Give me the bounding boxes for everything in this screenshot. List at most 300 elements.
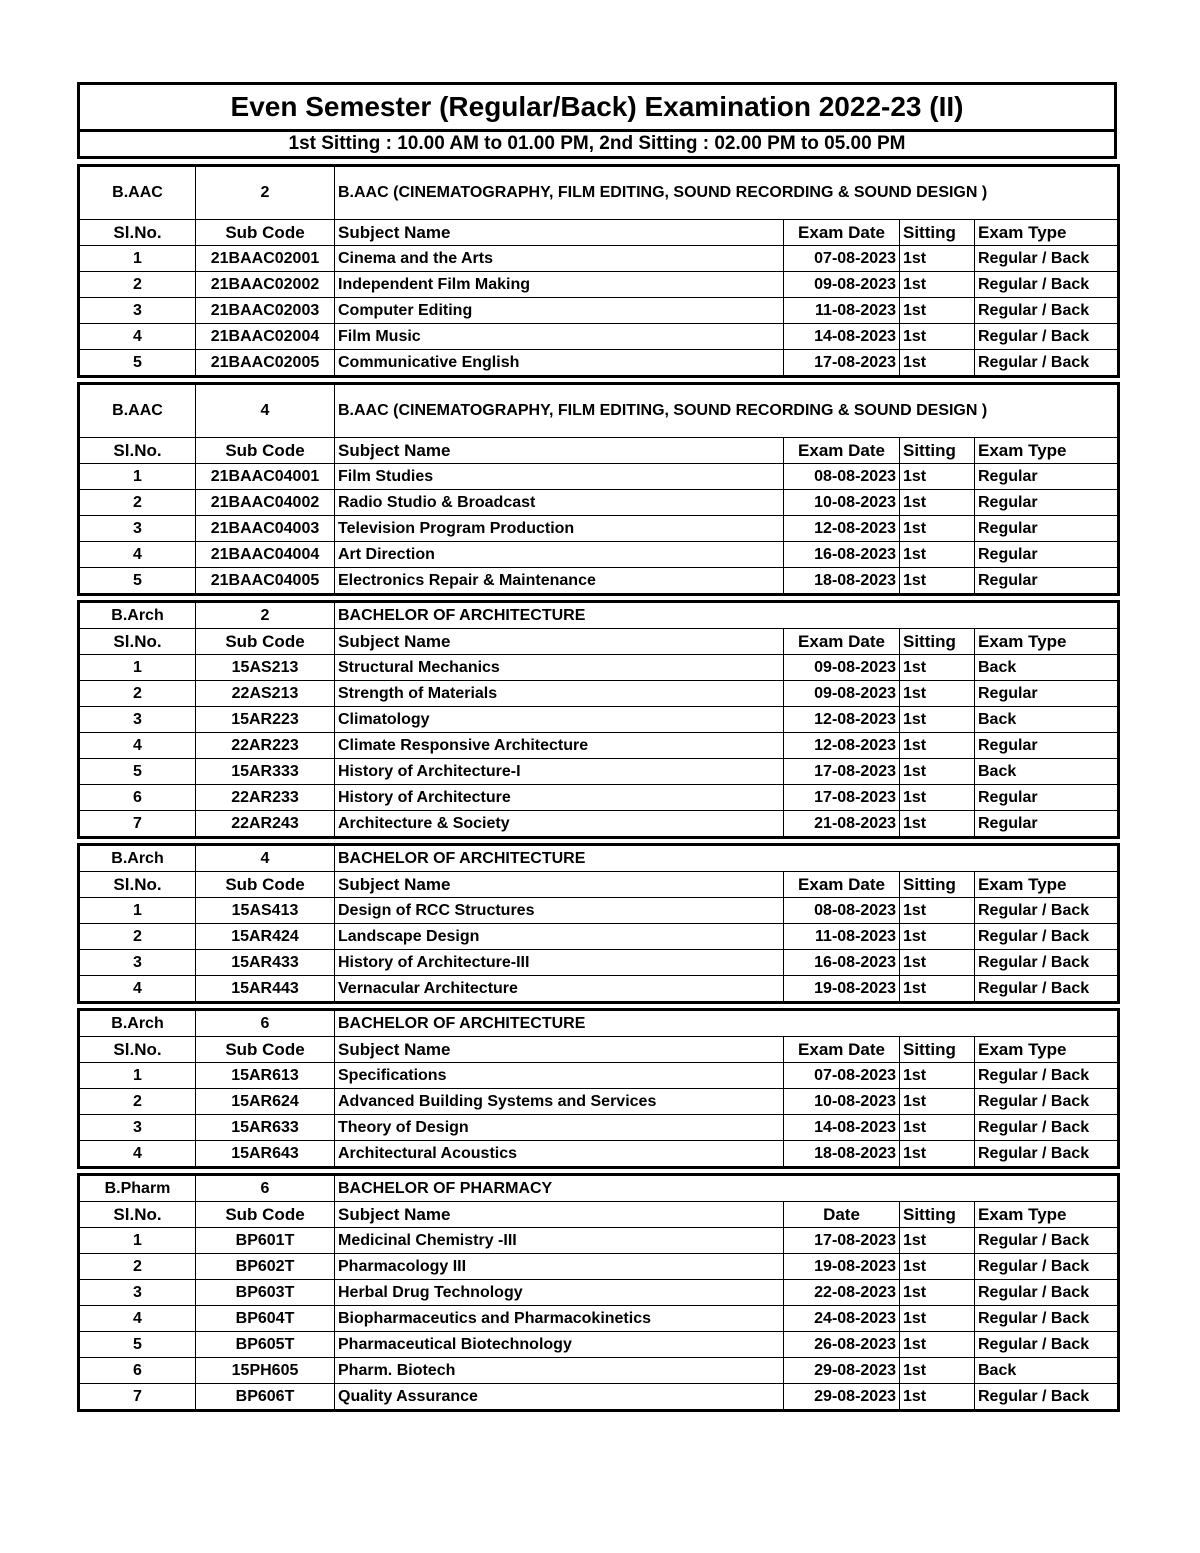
table-row (79, 1332, 1119, 1358)
table-row (79, 1254, 1119, 1280)
subject-code: 21BAAC04003 (196, 516, 335, 542)
exam-type: Regular / Back (975, 950, 1119, 976)
subject-code: 15AR443 (196, 976, 335, 1003)
serial-number: 2 (79, 924, 196, 950)
serial-number: 4 (79, 733, 196, 759)
exam-type: Regular / Back (975, 272, 1119, 298)
exam-date: 11-08-2023 (784, 298, 900, 324)
sitting: 1st (900, 324, 975, 350)
sitting: 1st (900, 272, 975, 298)
exam-type: Regular / Back (975, 350, 1119, 377)
exam-date: 22-08-2023 (784, 1280, 900, 1306)
column-header: Sub Code (196, 1037, 335, 1063)
table-row (79, 898, 1119, 924)
sitting: 1st (900, 898, 975, 924)
exam-type: Regular (975, 464, 1119, 490)
section-table (77, 382, 1120, 596)
table-row (79, 1115, 1119, 1141)
exam-date: 19-08-2023 (784, 1254, 900, 1280)
program-name: B.AAC (79, 166, 196, 220)
exam-date: 17-08-2023 (784, 785, 900, 811)
program-row (79, 166, 1119, 220)
subject-code: 15AR424 (196, 924, 335, 950)
table-row (79, 516, 1119, 542)
serial-number: 3 (79, 1280, 196, 1306)
table-row (79, 924, 1119, 950)
sitting: 1st (900, 1228, 975, 1254)
exam-date: 14-08-2023 (784, 1115, 900, 1141)
exam-type: Regular / Back (975, 1063, 1119, 1089)
subject-code: 15AR633 (196, 1115, 335, 1141)
subject-code: 22AR233 (196, 785, 335, 811)
table-row (79, 542, 1119, 568)
column-header: Exam Date (784, 220, 900, 246)
table-row (79, 350, 1119, 377)
section-table (77, 1173, 1120, 1412)
column-header-row (79, 1202, 1119, 1228)
program-name: B.AAC (79, 384, 196, 438)
exam-date: 21-08-2023 (784, 811, 900, 838)
exam-type: Regular / Back (975, 246, 1119, 272)
table-row (79, 1063, 1119, 1089)
column-header: Exam Date (784, 438, 900, 464)
subject-code: 22AS213 (196, 681, 335, 707)
column-header: Subject Name (335, 1202, 784, 1228)
table-row (79, 950, 1119, 976)
semester-number: 2 (196, 166, 335, 220)
table-row (79, 759, 1119, 785)
subject-code: BP606T (196, 1384, 335, 1411)
exam-type: Regular (975, 785, 1119, 811)
exam-date: 08-08-2023 (784, 898, 900, 924)
subject-name: Landscape Design (335, 924, 784, 950)
exam-date: 17-08-2023 (784, 759, 900, 785)
serial-number: 3 (79, 1115, 196, 1141)
sitting: 1st (900, 759, 975, 785)
exam-date: 26-08-2023 (784, 1332, 900, 1358)
subject-name: Climate Responsive Architecture (335, 733, 784, 759)
column-header: Sl.No. (79, 629, 196, 655)
serial-number: 3 (79, 516, 196, 542)
subject-code: 21BAAC02004 (196, 324, 335, 350)
table-row (79, 681, 1119, 707)
subject-name: Vernacular Architecture (335, 976, 784, 1003)
column-header-row (79, 1037, 1119, 1063)
subject-name: Strength of Materials (335, 681, 784, 707)
serial-number: 4 (79, 1141, 196, 1168)
exam-date: 12-08-2023 (784, 733, 900, 759)
sitting: 1st (900, 1384, 975, 1411)
exam-type: Regular (975, 681, 1119, 707)
table-row (79, 1306, 1119, 1332)
exam-date: 12-08-2023 (784, 516, 900, 542)
exam-type: Regular / Back (975, 1306, 1119, 1332)
subject-code: 21BAAC04005 (196, 568, 335, 595)
serial-number: 3 (79, 707, 196, 733)
column-header: Exam Type (975, 438, 1119, 464)
column-header: Sitting (900, 1202, 975, 1228)
table-row (79, 707, 1119, 733)
table-row (79, 1141, 1119, 1168)
subject-code: 22AR243 (196, 811, 335, 838)
sitting: 1st (900, 1254, 975, 1280)
sitting: 1st (900, 568, 975, 595)
sitting: 1st (900, 490, 975, 516)
exam-date: 11-08-2023 (784, 924, 900, 950)
table-row (79, 1384, 1119, 1411)
sitting: 1st (900, 464, 975, 490)
exam-date: 17-08-2023 (784, 1228, 900, 1254)
course-title: BACHELOR OF PHARMACY (335, 1175, 1119, 1202)
subject-name: Design of RCC Structures (335, 898, 784, 924)
exam-type: Regular / Back (975, 1115, 1119, 1141)
exam-type: Regular / Back (975, 1141, 1119, 1168)
program-row (79, 845, 1119, 872)
table-row (79, 1228, 1119, 1254)
sitting: 1st (900, 924, 975, 950)
course-title: BACHELOR OF ARCHITECTURE (335, 1010, 1119, 1037)
column-header-row (79, 220, 1119, 246)
exam-type: Regular / Back (975, 298, 1119, 324)
exam-date: 08-08-2023 (784, 464, 900, 490)
subject-code: BP605T (196, 1332, 335, 1358)
serial-number: 6 (79, 1358, 196, 1384)
sitting: 1st (900, 1280, 975, 1306)
subject-code: BP602T (196, 1254, 335, 1280)
subject-name: Herbal Drug Technology (335, 1280, 784, 1306)
exam-type: Regular / Back (975, 1254, 1119, 1280)
subject-name: Advanced Building Systems and Services (335, 1089, 784, 1115)
subject-name: Medicinal Chemistry -III (335, 1228, 784, 1254)
table-row (79, 811, 1119, 838)
serial-number: 4 (79, 324, 196, 350)
exam-type: Regular / Back (975, 324, 1119, 350)
table-row (79, 246, 1119, 272)
semester-number: 6 (196, 1010, 335, 1037)
subject-code: 15PH605 (196, 1358, 335, 1384)
serial-number: 4 (79, 1306, 196, 1332)
subject-code: 15AR624 (196, 1089, 335, 1115)
exam-date: 10-08-2023 (784, 1089, 900, 1115)
exam-type: Regular / Back (975, 976, 1119, 1003)
sitting: 1st (900, 542, 975, 568)
program-row (79, 1010, 1119, 1037)
column-header: Sub Code (196, 438, 335, 464)
subject-name: Structural Mechanics (335, 655, 784, 681)
column-header: Subject Name (335, 872, 784, 898)
exam-type: Regular (975, 568, 1119, 595)
sitting: 1st (900, 516, 975, 542)
exam-date: 09-08-2023 (784, 272, 900, 298)
exam-date: 17-08-2023 (784, 350, 900, 377)
column-header: Sub Code (196, 220, 335, 246)
course-title: BACHELOR OF ARCHITECTURE (335, 602, 1119, 629)
exam-date: 07-08-2023 (784, 1063, 900, 1089)
column-header-row (79, 438, 1119, 464)
subject-code: BP604T (196, 1306, 335, 1332)
subject-name: Pharm. Biotech (335, 1358, 784, 1384)
semester-number: 6 (196, 1175, 335, 1202)
serial-number: 6 (79, 785, 196, 811)
exam-date: 29-08-2023 (784, 1358, 900, 1384)
serial-number: 1 (79, 1228, 196, 1254)
subject-name: Electronics Repair & Maintenance (335, 568, 784, 595)
subject-code: 21BAAC02003 (196, 298, 335, 324)
column-header: Sitting (900, 438, 975, 464)
serial-number: 1 (79, 898, 196, 924)
subject-name: Television Program Production (335, 516, 784, 542)
course-title: BACHELOR OF ARCHITECTURE (335, 845, 1119, 872)
serial-number: 1 (79, 1063, 196, 1089)
sitting: 1st (900, 1115, 975, 1141)
sitting: 1st (900, 950, 975, 976)
exam-type: Regular / Back (975, 898, 1119, 924)
serial-number: 2 (79, 681, 196, 707)
table-row (79, 785, 1119, 811)
program-name: B.Arch (79, 602, 196, 629)
column-header: Subject Name (335, 220, 784, 246)
sitting: 1st (900, 733, 975, 759)
section-table (77, 164, 1120, 378)
sitting-times: 1st Sitting : 10.00 AM to 01.00 PM, 2nd Sitting : 02.00 PM to 05.00 PM (77, 129, 1117, 159)
sitting: 1st (900, 350, 975, 377)
column-header: Exam Type (975, 220, 1119, 246)
column-header: Sub Code (196, 872, 335, 898)
column-header: Date (784, 1202, 900, 1228)
exam-type: Regular (975, 516, 1119, 542)
course-title: B.AAC (CINEMATOGRAPHY, FILM EDITING, SOUND RECORDING & SOUND DESIGN ) (335, 166, 1119, 220)
serial-number: 1 (79, 655, 196, 681)
subject-code: 21BAAC02002 (196, 272, 335, 298)
exam-type: Back (975, 707, 1119, 733)
column-header: Sitting (900, 872, 975, 898)
sitting: 1st (900, 246, 975, 272)
table-row (79, 298, 1119, 324)
serial-number: 3 (79, 950, 196, 976)
exam-date: 12-08-2023 (784, 707, 900, 733)
serial-number: 2 (79, 1089, 196, 1115)
course-title: B.AAC (CINEMATOGRAPHY, FILM EDITING, SOUND RECORDING & SOUND DESIGN ) (335, 384, 1119, 438)
program-name: B.Arch (79, 845, 196, 872)
subject-name: Specifications (335, 1063, 784, 1089)
table-row (79, 733, 1119, 759)
exam-date: 18-08-2023 (784, 568, 900, 595)
column-header: Subject Name (335, 629, 784, 655)
exam-date: 16-08-2023 (784, 950, 900, 976)
serial-number: 4 (79, 542, 196, 568)
subject-name: Film Studies (335, 464, 784, 490)
column-header: Sl.No. (79, 872, 196, 898)
serial-number: 5 (79, 1332, 196, 1358)
subject-name: Biopharmaceutics and Pharmacokinetics (335, 1306, 784, 1332)
exam-schedule-sheet (77, 82, 1117, 1412)
exam-type: Regular (975, 490, 1119, 516)
column-header: Sl.No. (79, 220, 196, 246)
serial-number: 5 (79, 350, 196, 377)
column-header: Subject Name (335, 1037, 784, 1063)
column-header: Sub Code (196, 1202, 335, 1228)
section-table (77, 1008, 1120, 1169)
serial-number: 5 (79, 759, 196, 785)
exam-date: 19-08-2023 (784, 976, 900, 1003)
exam-type: Regular (975, 811, 1119, 838)
exam-type: Regular / Back (975, 924, 1119, 950)
subject-code: 21BAAC02001 (196, 246, 335, 272)
table-row (79, 655, 1119, 681)
serial-number: 1 (79, 464, 196, 490)
exam-type: Back (975, 1358, 1119, 1384)
column-header: Exam Type (975, 1037, 1119, 1063)
serial-number: 2 (79, 1254, 196, 1280)
subject-code: 15AR433 (196, 950, 335, 976)
section-table (77, 843, 1120, 1004)
section-table (77, 600, 1120, 839)
column-header: Exam Date (784, 1037, 900, 1063)
column-header-row (79, 872, 1119, 898)
program-name: B.Pharm (79, 1175, 196, 1202)
sitting: 1st (900, 1141, 975, 1168)
serial-number: 2 (79, 490, 196, 516)
serial-number: 2 (79, 272, 196, 298)
serial-number: 5 (79, 568, 196, 595)
table-row (79, 490, 1119, 516)
exam-date: 09-08-2023 (784, 681, 900, 707)
table-row (79, 976, 1119, 1003)
subject-code: 21BAAC02005 (196, 350, 335, 377)
column-header: Sl.No. (79, 1037, 196, 1063)
exam-date: 10-08-2023 (784, 490, 900, 516)
semester-number: 4 (196, 384, 335, 438)
exam-date: 16-08-2023 (784, 542, 900, 568)
sitting: 1st (900, 1332, 975, 1358)
subject-code: BP603T (196, 1280, 335, 1306)
column-header: Exam Date (784, 872, 900, 898)
exam-type: Regular (975, 542, 1119, 568)
subject-name: History of Architecture-I (335, 759, 784, 785)
exam-date: 24-08-2023 (784, 1306, 900, 1332)
subject-name: Theory of Design (335, 1115, 784, 1141)
program-row (79, 1175, 1119, 1202)
subject-name: History of Architecture-III (335, 950, 784, 976)
sitting: 1st (900, 1358, 975, 1384)
column-header: Exam Type (975, 872, 1119, 898)
table-row (79, 1089, 1119, 1115)
exam-type: Regular / Back (975, 1228, 1119, 1254)
subject-name: Radio Studio & Broadcast (335, 490, 784, 516)
subject-code: 15AR613 (196, 1063, 335, 1089)
table-row (79, 464, 1119, 490)
sections-container (77, 159, 1117, 1412)
exam-type: Back (975, 759, 1119, 785)
document-title: Even Semester (Regular/Back) Examination 2022-23 (II) (77, 82, 1117, 129)
column-header: Sitting (900, 629, 975, 655)
sitting: 1st (900, 785, 975, 811)
serial-number: 7 (79, 811, 196, 838)
subject-name: Pharmaceutical Biotechnology (335, 1332, 784, 1358)
table-row (79, 568, 1119, 595)
subject-name: Independent Film Making (335, 272, 784, 298)
subject-code: 15AR643 (196, 1141, 335, 1168)
sitting: 1st (900, 655, 975, 681)
subject-code: 15AS213 (196, 655, 335, 681)
subject-code: 21BAAC04004 (196, 542, 335, 568)
subject-name: Quality Assurance (335, 1384, 784, 1411)
column-header-row (79, 629, 1119, 655)
exam-date: 07-08-2023 (784, 246, 900, 272)
exam-type: Back (975, 655, 1119, 681)
table-row (79, 1280, 1119, 1306)
subject-code: 15AR333 (196, 759, 335, 785)
sitting: 1st (900, 681, 975, 707)
serial-number: 4 (79, 976, 196, 1003)
subject-name: Communicative English (335, 350, 784, 377)
sitting: 1st (900, 1306, 975, 1332)
sitting: 1st (900, 1063, 975, 1089)
column-header: Sl.No. (79, 438, 196, 464)
subject-code: 15AR223 (196, 707, 335, 733)
column-header: Exam Type (975, 1202, 1119, 1228)
subject-code: 21BAAC04002 (196, 490, 335, 516)
subject-name: Film Music (335, 324, 784, 350)
program-row (79, 384, 1119, 438)
table-row (79, 272, 1119, 298)
exam-type: Regular (975, 733, 1119, 759)
column-header: Sitting (900, 220, 975, 246)
serial-number: 1 (79, 246, 196, 272)
subject-name: History of Architecture (335, 785, 784, 811)
semester-number: 2 (196, 602, 335, 629)
table-row (79, 1358, 1119, 1384)
exam-date: 18-08-2023 (784, 1141, 900, 1168)
sitting: 1st (900, 1089, 975, 1115)
subject-code: BP601T (196, 1228, 335, 1254)
column-header: Sitting (900, 1037, 975, 1063)
sitting: 1st (900, 976, 975, 1003)
exam-type: Regular / Back (975, 1089, 1119, 1115)
column-header: Subject Name (335, 438, 784, 464)
serial-number: 3 (79, 298, 196, 324)
column-header: Sub Code (196, 629, 335, 655)
subject-name: Computer Editing (335, 298, 784, 324)
exam-date: 14-08-2023 (784, 324, 900, 350)
exam-type: Regular / Back (975, 1280, 1119, 1306)
column-header: Exam Date (784, 629, 900, 655)
sitting: 1st (900, 298, 975, 324)
subject-code: 21BAAC04001 (196, 464, 335, 490)
semester-number: 4 (196, 845, 335, 872)
subject-name: Art Direction (335, 542, 784, 568)
column-header: Exam Type (975, 629, 1119, 655)
serial-number: 7 (79, 1384, 196, 1411)
program-name: B.Arch (79, 1010, 196, 1037)
subject-name: Pharmacology III (335, 1254, 784, 1280)
subject-code: 15AS413 (196, 898, 335, 924)
subject-name: Cinema and the Arts (335, 246, 784, 272)
exam-date: 29-08-2023 (784, 1384, 900, 1411)
exam-type: Regular / Back (975, 1384, 1119, 1411)
column-header: Sl.No. (79, 1202, 196, 1228)
subject-name: Architectural Acoustics (335, 1141, 784, 1168)
subject-name: Architecture & Society (335, 811, 784, 838)
sitting: 1st (900, 707, 975, 733)
program-row (79, 602, 1119, 629)
subject-code: 22AR223 (196, 733, 335, 759)
sitting: 1st (900, 811, 975, 838)
exam-date: 09-08-2023 (784, 655, 900, 681)
exam-type: Regular / Back (975, 1332, 1119, 1358)
subject-name: Climatology (335, 707, 784, 733)
table-row (79, 324, 1119, 350)
